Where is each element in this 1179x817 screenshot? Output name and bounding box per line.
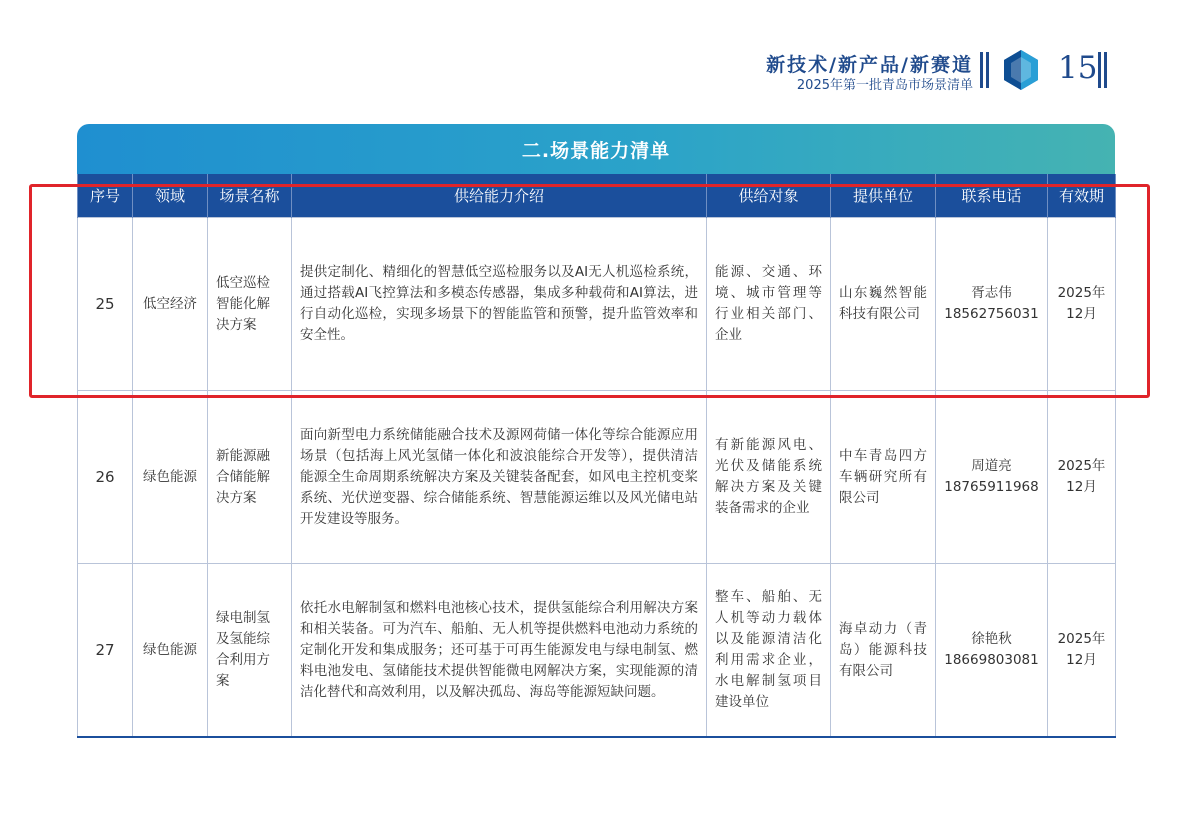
col-header-contact: 联系电话	[936, 174, 1048, 218]
cell-domain: 低空经济	[133, 218, 208, 391]
cell-domain: 绿色能源	[133, 391, 208, 564]
section-title-banner	[77, 124, 1115, 174]
col-header-validity: 有效期	[1048, 174, 1116, 218]
table-row	[78, 564, 1116, 738]
col-header-target: 供给对象	[707, 174, 831, 218]
section-title: 二.场景能力清单	[521, 139, 671, 162]
contact-phone: 18765911968	[944, 479, 1039, 495]
cell-target: 整车、船舶、无人机等动力载体以及能源清洁化利用需求企业，水电解制氢项目建设单位	[707, 564, 831, 738]
cell-no: 27	[78, 564, 133, 738]
header-divider-bars	[980, 52, 989, 88]
cell-no: 26	[78, 391, 133, 564]
col-header-no: 序号	[78, 174, 133, 218]
contact-name: 周道亮	[971, 458, 1012, 474]
cell-target: 有新能源风电、光伏及储能系统解决方案及关键装备需求的企业	[707, 391, 831, 564]
header-title: 新技术/新产品/新赛道	[766, 54, 973, 76]
cell-provider: 海卓动力（青岛）能源科技有限公司	[831, 564, 936, 738]
col-header-domain: 领域	[133, 174, 208, 218]
cell-validity: 2025年12月	[1048, 564, 1116, 738]
table-header-row	[78, 174, 1116, 218]
col-header-provider: 提供单位	[831, 174, 936, 218]
scene-capability-table	[77, 174, 1116, 738]
cell-domain: 绿色能源	[133, 564, 208, 738]
cell-scene: 新能源融合储能解决方案	[208, 391, 292, 564]
contact-name: 胥志伟	[971, 285, 1012, 301]
cell-intro: 面向新型电力系统储能融合技术及源网荷储一体化等综合能源应用场景（包括海上风光氢储一体化和波浪能综合开发等），提供清洁能源全生命周期系统解决方案及关键装备配套，如风电主控机变桨系统、光伏逆变器、综合储能系统、智慧能源运维以及风光储电站开发建设等服务。	[292, 391, 707, 564]
table-row	[78, 391, 1116, 564]
hexagon-logo-icon	[1002, 48, 1040, 92]
cell-intro: 提供定制化、精细化的智慧低空巡检服务以及AI无人机巡检系统，通过搭载AI飞控算法和多模态传感器，集成多种载荷和AI算法，进行自动化巡检，实现多场景下的智能监管和预警，提升监管效率和安全性。	[292, 218, 707, 391]
contact-phone: 18669803081	[944, 652, 1039, 668]
header-subtitle: 2025年第一批青岛市场景清单	[796, 78, 973, 93]
table-row	[78, 218, 1116, 391]
contact-name: 徐艳秋	[971, 631, 1012, 647]
cell-no: 25	[78, 218, 133, 391]
col-header-scene: 场景名称	[208, 174, 292, 218]
page-number-divider-bars	[1098, 52, 1107, 88]
cell-provider: 中车青岛四方车辆研究所有限公司	[831, 391, 936, 564]
cell-contact	[936, 391, 1048, 564]
cell-intro: 依托水电解制氢和燃料电池核心技术，提供氢能综合利用解决方案和相关装备。可为汽车、船舶、无人机等提供燃料电池动力系统的定制化开发和集成服务；还可基于可再生能源发电与绿电制氢、燃料电池发电、氢储能技术提供智能微电网解决方案，实现能源的清洁化替代和高效利用，以及解决孤岛、海岛等能源短缺问题。	[292, 564, 707, 738]
cell-scene: 低空巡检智能化解决方案	[208, 218, 292, 391]
cell-validity: 2025年12月	[1048, 391, 1116, 564]
cell-contact	[936, 564, 1048, 738]
cell-target: 能源、交通、环境、城市管理等行业相关部门、企业	[707, 218, 831, 391]
cell-validity: 2025年12月	[1048, 218, 1116, 391]
cell-scene: 绿电制氢及氢能综合利用方案	[208, 564, 292, 738]
col-header-intro: 供给能力介绍	[292, 174, 707, 218]
contact-phone: 18562756031	[944, 306, 1039, 322]
cell-contact	[936, 218, 1048, 391]
cell-provider: 山东巍然智能科技有限公司	[831, 218, 936, 391]
page-number: 15	[1058, 50, 1098, 86]
